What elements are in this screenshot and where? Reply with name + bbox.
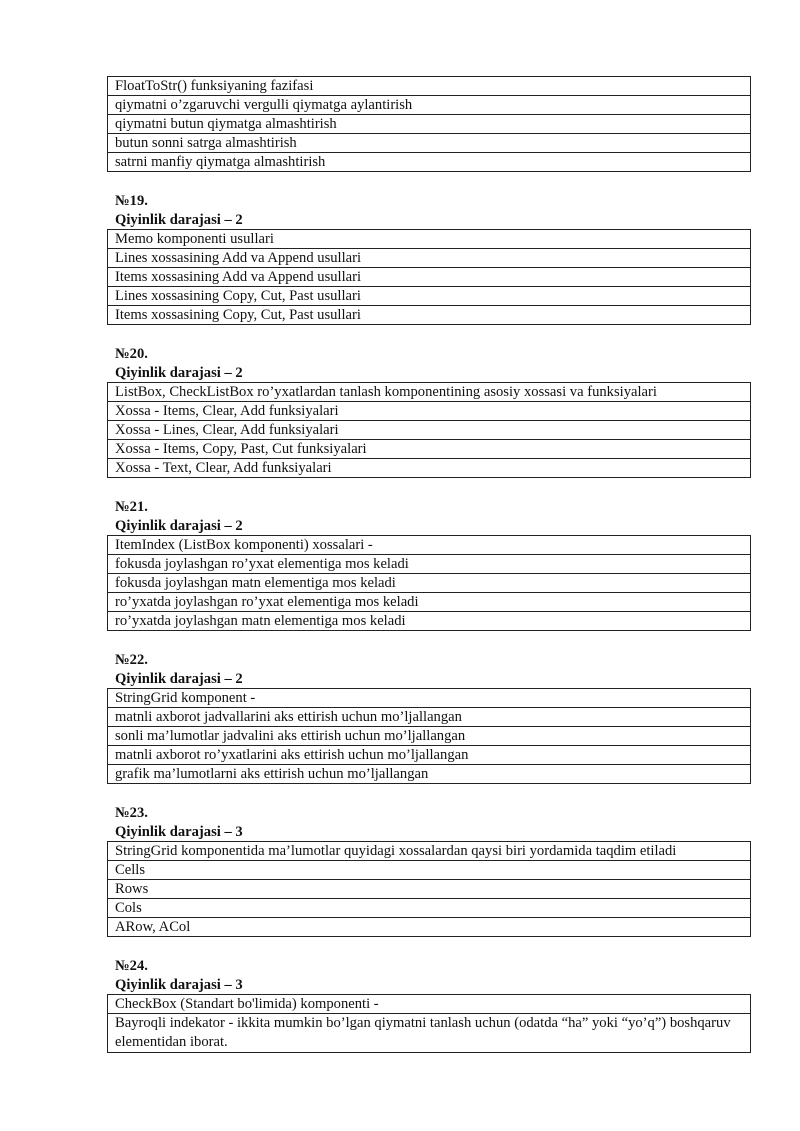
answer-option: Lines xossasining Copy, Cut, Past usullari bbox=[108, 287, 751, 306]
question-number: №24. bbox=[115, 958, 148, 974]
answer-option: ro’yxatda joylashgan ro’yxat elementiga mos keladi bbox=[108, 593, 751, 612]
difficulty-level: Qiyinlik darajasi – 2 bbox=[115, 671, 243, 687]
answer-option: butun sonni satrga almashtirish bbox=[108, 134, 751, 153]
question-number: №22. bbox=[115, 652, 148, 668]
question-number: №20. bbox=[115, 346, 148, 362]
answer-option: Xossa - Items, Copy, Past, Cut funksiyalari bbox=[108, 440, 751, 459]
question-text: ItemIndex (ListBox komponenti) xossalari - bbox=[108, 536, 751, 555]
answer-option: satrni manfiy qiymatga almashtirish bbox=[108, 153, 751, 172]
question-number: №19. bbox=[115, 193, 148, 209]
question-text: Memo komponenti usullari bbox=[108, 230, 751, 249]
answer-option: Items xossasining Copy, Cut, Past usullari bbox=[108, 306, 751, 325]
answer-option: qiymatni butun qiymatga almashtirish bbox=[108, 115, 751, 134]
question-header bbox=[107, 345, 751, 382]
document-page bbox=[107, 76, 751, 1053]
question-table bbox=[107, 229, 751, 325]
question-text: StringGrid komponent - bbox=[108, 689, 751, 708]
question-block-21 bbox=[107, 498, 751, 631]
question-table bbox=[107, 76, 751, 172]
question-table bbox=[107, 688, 751, 784]
question-text: FloatToStr() funksiyaning fazifasi bbox=[108, 77, 751, 96]
answer-option: Items xossasining Add va Append usullari bbox=[108, 268, 751, 287]
question-text: StringGrid komponentida ma’lumotlar quyidagi xossalardan qaysi biri yordamida taqdim etiladi bbox=[108, 842, 751, 861]
question-number: №23. bbox=[115, 805, 148, 821]
question-block-24 bbox=[107, 957, 751, 1053]
answer-option: Lines xossasining Add va Append usullari bbox=[108, 249, 751, 268]
question-header bbox=[107, 957, 751, 994]
answer-option: Cells bbox=[108, 861, 751, 880]
question-text: CheckBox (Standart bo'limida) komponenti - bbox=[108, 995, 751, 1014]
answer-option: Xossa - Text, Clear, Add funksiyalari bbox=[108, 459, 751, 478]
answer-option: Xossa - Items, Clear, Add funksiyalari bbox=[108, 402, 751, 421]
answer-option: grafik ma’lumotlarni aks ettirish uchun mo’ljallangan bbox=[108, 765, 751, 784]
question-block-20 bbox=[107, 345, 751, 478]
question-table bbox=[107, 535, 751, 631]
question-header bbox=[107, 192, 751, 229]
answer-option: matnli axborot jadvallarini aks ettirish uchun mo’ljallangan bbox=[108, 708, 751, 727]
answer-option: fokusda joylashgan matn elementiga mos keladi bbox=[108, 574, 751, 593]
answer-option: sonli ma’lumotlar jadvalini aks ettirish uchun mo’ljallangan bbox=[108, 727, 751, 746]
question-header bbox=[107, 651, 751, 688]
question-block-22 bbox=[107, 651, 751, 784]
question-header bbox=[107, 804, 751, 841]
answer-option: ARow, ACol bbox=[108, 918, 751, 937]
question-table bbox=[107, 841, 751, 937]
question-number: №21. bbox=[115, 499, 148, 515]
question-block-18 bbox=[107, 76, 751, 172]
answer-option: Rows bbox=[108, 880, 751, 899]
question-block-19 bbox=[107, 192, 751, 325]
answer-option: matnli axborot ro’yxatlarini aks ettirish uchun mo’ljallangan bbox=[108, 746, 751, 765]
answer-option: Xossa - Lines, Clear, Add funksiyalari bbox=[108, 421, 751, 440]
question-block-23 bbox=[107, 804, 751, 937]
question-text: ListBox, CheckListBox ro’yxatlardan tanlash komponentining asosiy xossasi va funksiyalari bbox=[108, 383, 751, 402]
answer-option: qiymatni o’zgaruvchi vergulli qiymatga aylantirish bbox=[108, 96, 751, 115]
answer-option: Cols bbox=[108, 899, 751, 918]
difficulty-level: Qiyinlik darajasi – 2 bbox=[115, 518, 243, 534]
answer-option: ro’yxatda joylashgan matn elementiga mos keladi bbox=[108, 612, 751, 631]
difficulty-level: Qiyinlik darajasi – 2 bbox=[115, 365, 243, 381]
question-header bbox=[107, 498, 751, 535]
answer-option: Bayroqli indekator - ikkita mumkin bo’lgan qiymatni tanlash uchun (odatda “ha” yoki “yo’q”) boshqaruv elementidan iborat. bbox=[108, 1014, 751, 1053]
answer-option: fokusda joylashgan ro’yxat elementiga mos keladi bbox=[108, 555, 751, 574]
difficulty-level: Qiyinlik darajasi – 3 bbox=[115, 824, 243, 840]
question-table bbox=[107, 994, 751, 1053]
difficulty-level: Qiyinlik darajasi – 2 bbox=[115, 212, 243, 228]
question-table bbox=[107, 382, 751, 478]
difficulty-level: Qiyinlik darajasi – 3 bbox=[115, 977, 243, 993]
